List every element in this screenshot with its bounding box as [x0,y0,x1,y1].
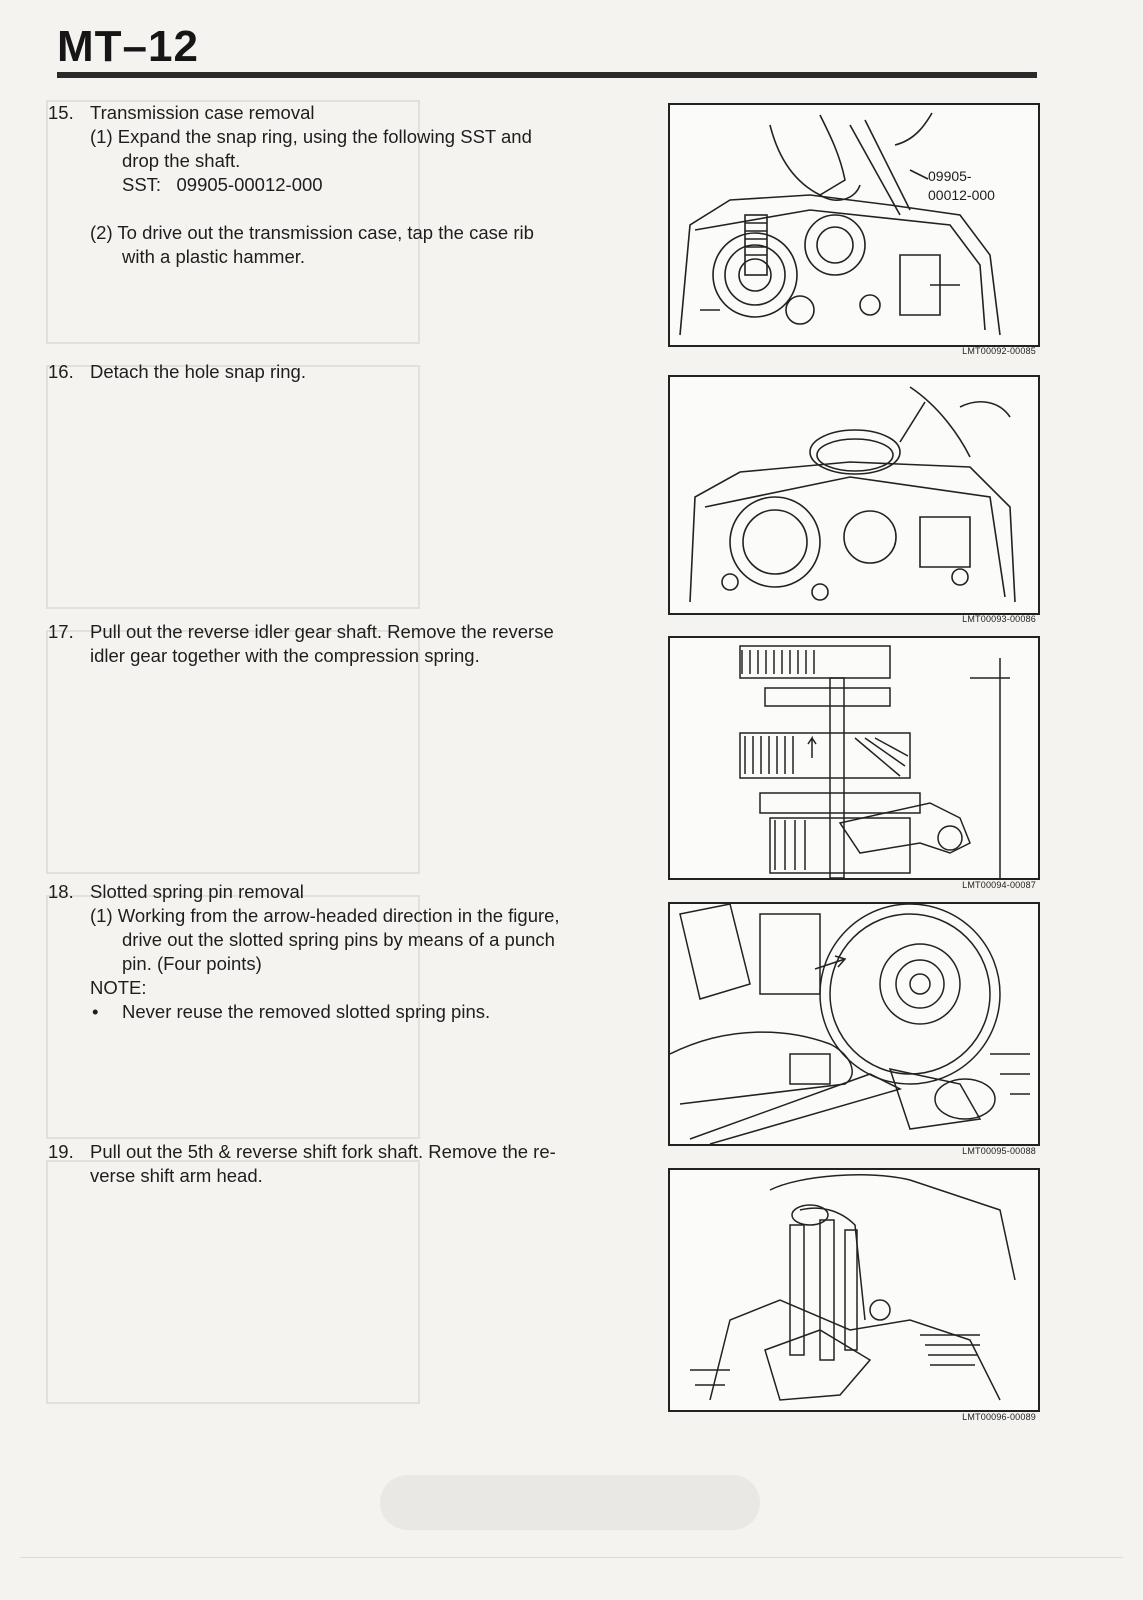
step-16 [48,360,648,390]
sst-callout-label [928,167,995,205]
figure-slotted-spring-pin [668,902,1040,1146]
figure-illustration [670,377,1038,613]
figure-id: LMT00094-00087 [962,880,1036,890]
title-rule [57,72,1037,78]
step-heading: Detach the hole snap ring. [90,361,306,382]
step-heading: Pull out the 5th & reverse shift fork shaft. Remove the re- [90,1141,556,1162]
step-number: 19. [48,1141,74,1162]
figure-illustration [670,638,1038,878]
figure-id: LMT00096-00089 [962,1412,1036,1422]
step-number: 18. [48,881,74,902]
figure-id: LMT00095-00088 [962,1146,1036,1156]
bleed-through-frame [46,365,420,609]
step-line: with a plastic hammer. [122,246,306,267]
step-number: 17. [48,621,74,642]
step-18 [48,880,648,1020]
step-19 [48,1140,648,1190]
figure-reverse-idler-gear [668,636,1040,880]
step-line: (1) Expand the snap ring, using the following SST and [90,126,532,147]
step-line: verse shift arm head. [90,1165,263,1186]
figure-illustration [670,105,1038,345]
step-15 [48,101,648,271]
step-17 [48,620,648,670]
callout-line: 09905- [928,168,972,184]
step-number: 16. [48,361,74,382]
page-title: MT–12 [57,22,199,71]
bleed-through-frame [46,1160,420,1404]
step-number: 15. [48,102,74,123]
note-text: Never reuse the removed slotted spring pins. [122,1001,491,1022]
step-line: drop the shaft. [122,150,241,171]
note-label: NOTE: [90,977,147,998]
callout-line: 00012-000 [928,187,995,203]
figure-hole-snap-ring [668,375,1040,615]
bullet-icon: • [92,1001,99,1022]
sst-line: SST: 09905-00012-000 [122,174,323,195]
step-heading: Slotted spring pin removal [90,881,304,902]
step-heading: Transmission case removal [90,102,315,123]
scan-shadow [380,1475,760,1530]
figure-illustration [670,904,1038,1144]
figure-snap-ring-sst [668,103,1040,347]
figure-id: LMT00093-00086 [962,614,1036,624]
step-heading: Pull out the reverse idler gear shaft. Remove the reverse [90,621,554,642]
step-line: (2) To drive out the transmission case, tap the case rib [90,222,534,243]
figure-id: LMT00092-00085 [962,346,1036,356]
page-bottom-rule [20,1557,1123,1558]
figure-shift-fork-shaft [668,1168,1040,1412]
step-line: idler gear together with the compression spring. [90,645,480,666]
step-line: drive out the slotted spring pins by means of a punch [122,929,555,950]
step-line: pin. (Four points) [122,953,262,974]
step-line: (1) Working from the arrow-headed direction in the figure, [90,905,560,926]
figure-illustration [670,1170,1038,1410]
